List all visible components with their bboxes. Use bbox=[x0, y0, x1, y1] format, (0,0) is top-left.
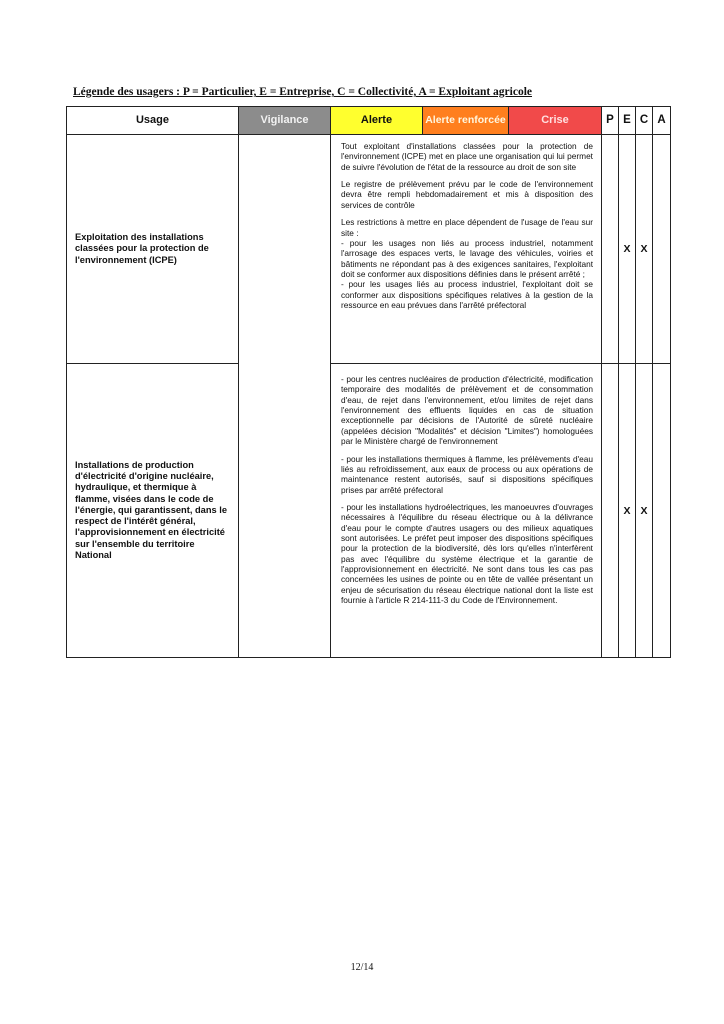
measures-cell bbox=[331, 364, 602, 658]
measure-paragraph: Le registre de prélèvement prévu par le code de l'environnement devra être rempli hebdomadairement et mis à disposition des services de contrôle bbox=[341, 179, 593, 210]
table-row bbox=[67, 135, 671, 364]
header-crise: Crise bbox=[509, 107, 602, 135]
usage-label: Installations de production d'électricité d'origine nucléaire, hydraulique, et thermique à flamme, visées dans le code de l'énergie, qui garantissent, dans le respect de l'intérêt général, l'approvisionnement en électricité sur l'ensemble du territoire National bbox=[67, 364, 239, 658]
header-a: A bbox=[653, 107, 671, 135]
mark-c: X bbox=[636, 135, 653, 364]
usage-label: Exploitation des installations classées pour la protection de l'environnement (ICPE) bbox=[67, 135, 239, 364]
measure-paragraph: Les restrictions à mettre en place dépendent de l'usage de l'eau sur site : - pour les usages non liés au process industriel, notamment l'arrosage des espaces verts, le lavage des véhicules, voiries et bâtiments ne répondant pas à des exigences sanitaires, l'exploitant doit se conformer aux dispositions définies dans le présent arrêté ; - pour les usages liés au process industriel, l'exploitant doit se conformer aux dispositions spécifiques relatives à la gestion de la ressource en eau prévues dans l'arrêté préfectoral bbox=[341, 217, 593, 311]
users-legend: Légende des usagers : P = Particulier, E = Entreprise, C = Collectivité, A = Exploitant agricole bbox=[73, 86, 533, 98]
table-header-row bbox=[67, 107, 671, 135]
mark-e: X bbox=[619, 135, 636, 364]
header-vigilance: Vigilance bbox=[239, 107, 331, 135]
measures-cell bbox=[331, 135, 602, 364]
mark-e: X bbox=[619, 364, 636, 658]
measure-paragraph: - pour les installations hydroélectriques, les manoeuvres d'ouvrages nécessaires à l'équilibre du réseau électrique ou à la délivrance d'eau pour le compte d'autres usagers ou des milieux aquatiques sont autorisées. Le préfet peut imposer des dispositions spécifiques pour la protection de la biodiversité, dès lors qu'elles n'interfèrent pas avec l'équilibre du système électrique et la garantie de l'approvisionnement en électricité. Ne sont dans tous les cas pas concernées les usines de pointe ou en tête de vallée présentant un enjeu de sécurisation du réseau électrique national dont la liste est fournie à l'article R 214-111-3 du Code de l'Environnement. bbox=[341, 501, 593, 606]
table-row bbox=[67, 364, 671, 658]
header-e: E bbox=[619, 107, 636, 135]
header-p: P bbox=[602, 107, 619, 135]
header-c: C bbox=[636, 107, 653, 135]
measure-paragraph: Tout exploitant d'installations classées pour la protection de l'environnement (ICPE) met en place une organisation qui lui permet de suivre l'évolution de l'état de la ressource au droit de son site bbox=[341, 141, 593, 172]
mark-a bbox=[653, 364, 671, 658]
measure-paragraph: - pour les centres nucléaires de production d'électricité, modification temporaire des modalités de prélèvement et de consommation d'eau, de rejet dans l'environnement, et/ou limites de rejet dans l'environnement des effluents liquides en cas de situation exceptionnelle par décisions de l'Autorité de sûreté nucléaire (appelées décision "Modalités" et décision "Limites") homologuées par le Ministère chargé de l'environnement bbox=[341, 374, 593, 447]
restrictions-table bbox=[66, 106, 671, 658]
vigilance-cell bbox=[239, 135, 331, 658]
page-number: 12/14 bbox=[350, 962, 374, 973]
measure-paragraph: - pour les installations thermiques à flamme, les prélèvements d'eau liés au refroidissement, aux eaux de process ou aux opérations de maintenance restent autorisés, sauf si dispositions spécifiques prises par arrêté préfectoral bbox=[341, 453, 593, 495]
header-usage: Usage bbox=[67, 107, 239, 135]
mark-a bbox=[653, 135, 671, 364]
mark-p bbox=[602, 364, 619, 658]
mark-c: X bbox=[636, 364, 653, 658]
header-alerte-renforcee: Alerte renforcée bbox=[423, 107, 509, 135]
mark-p bbox=[602, 135, 619, 364]
header-alerte: Alerte bbox=[331, 107, 423, 135]
